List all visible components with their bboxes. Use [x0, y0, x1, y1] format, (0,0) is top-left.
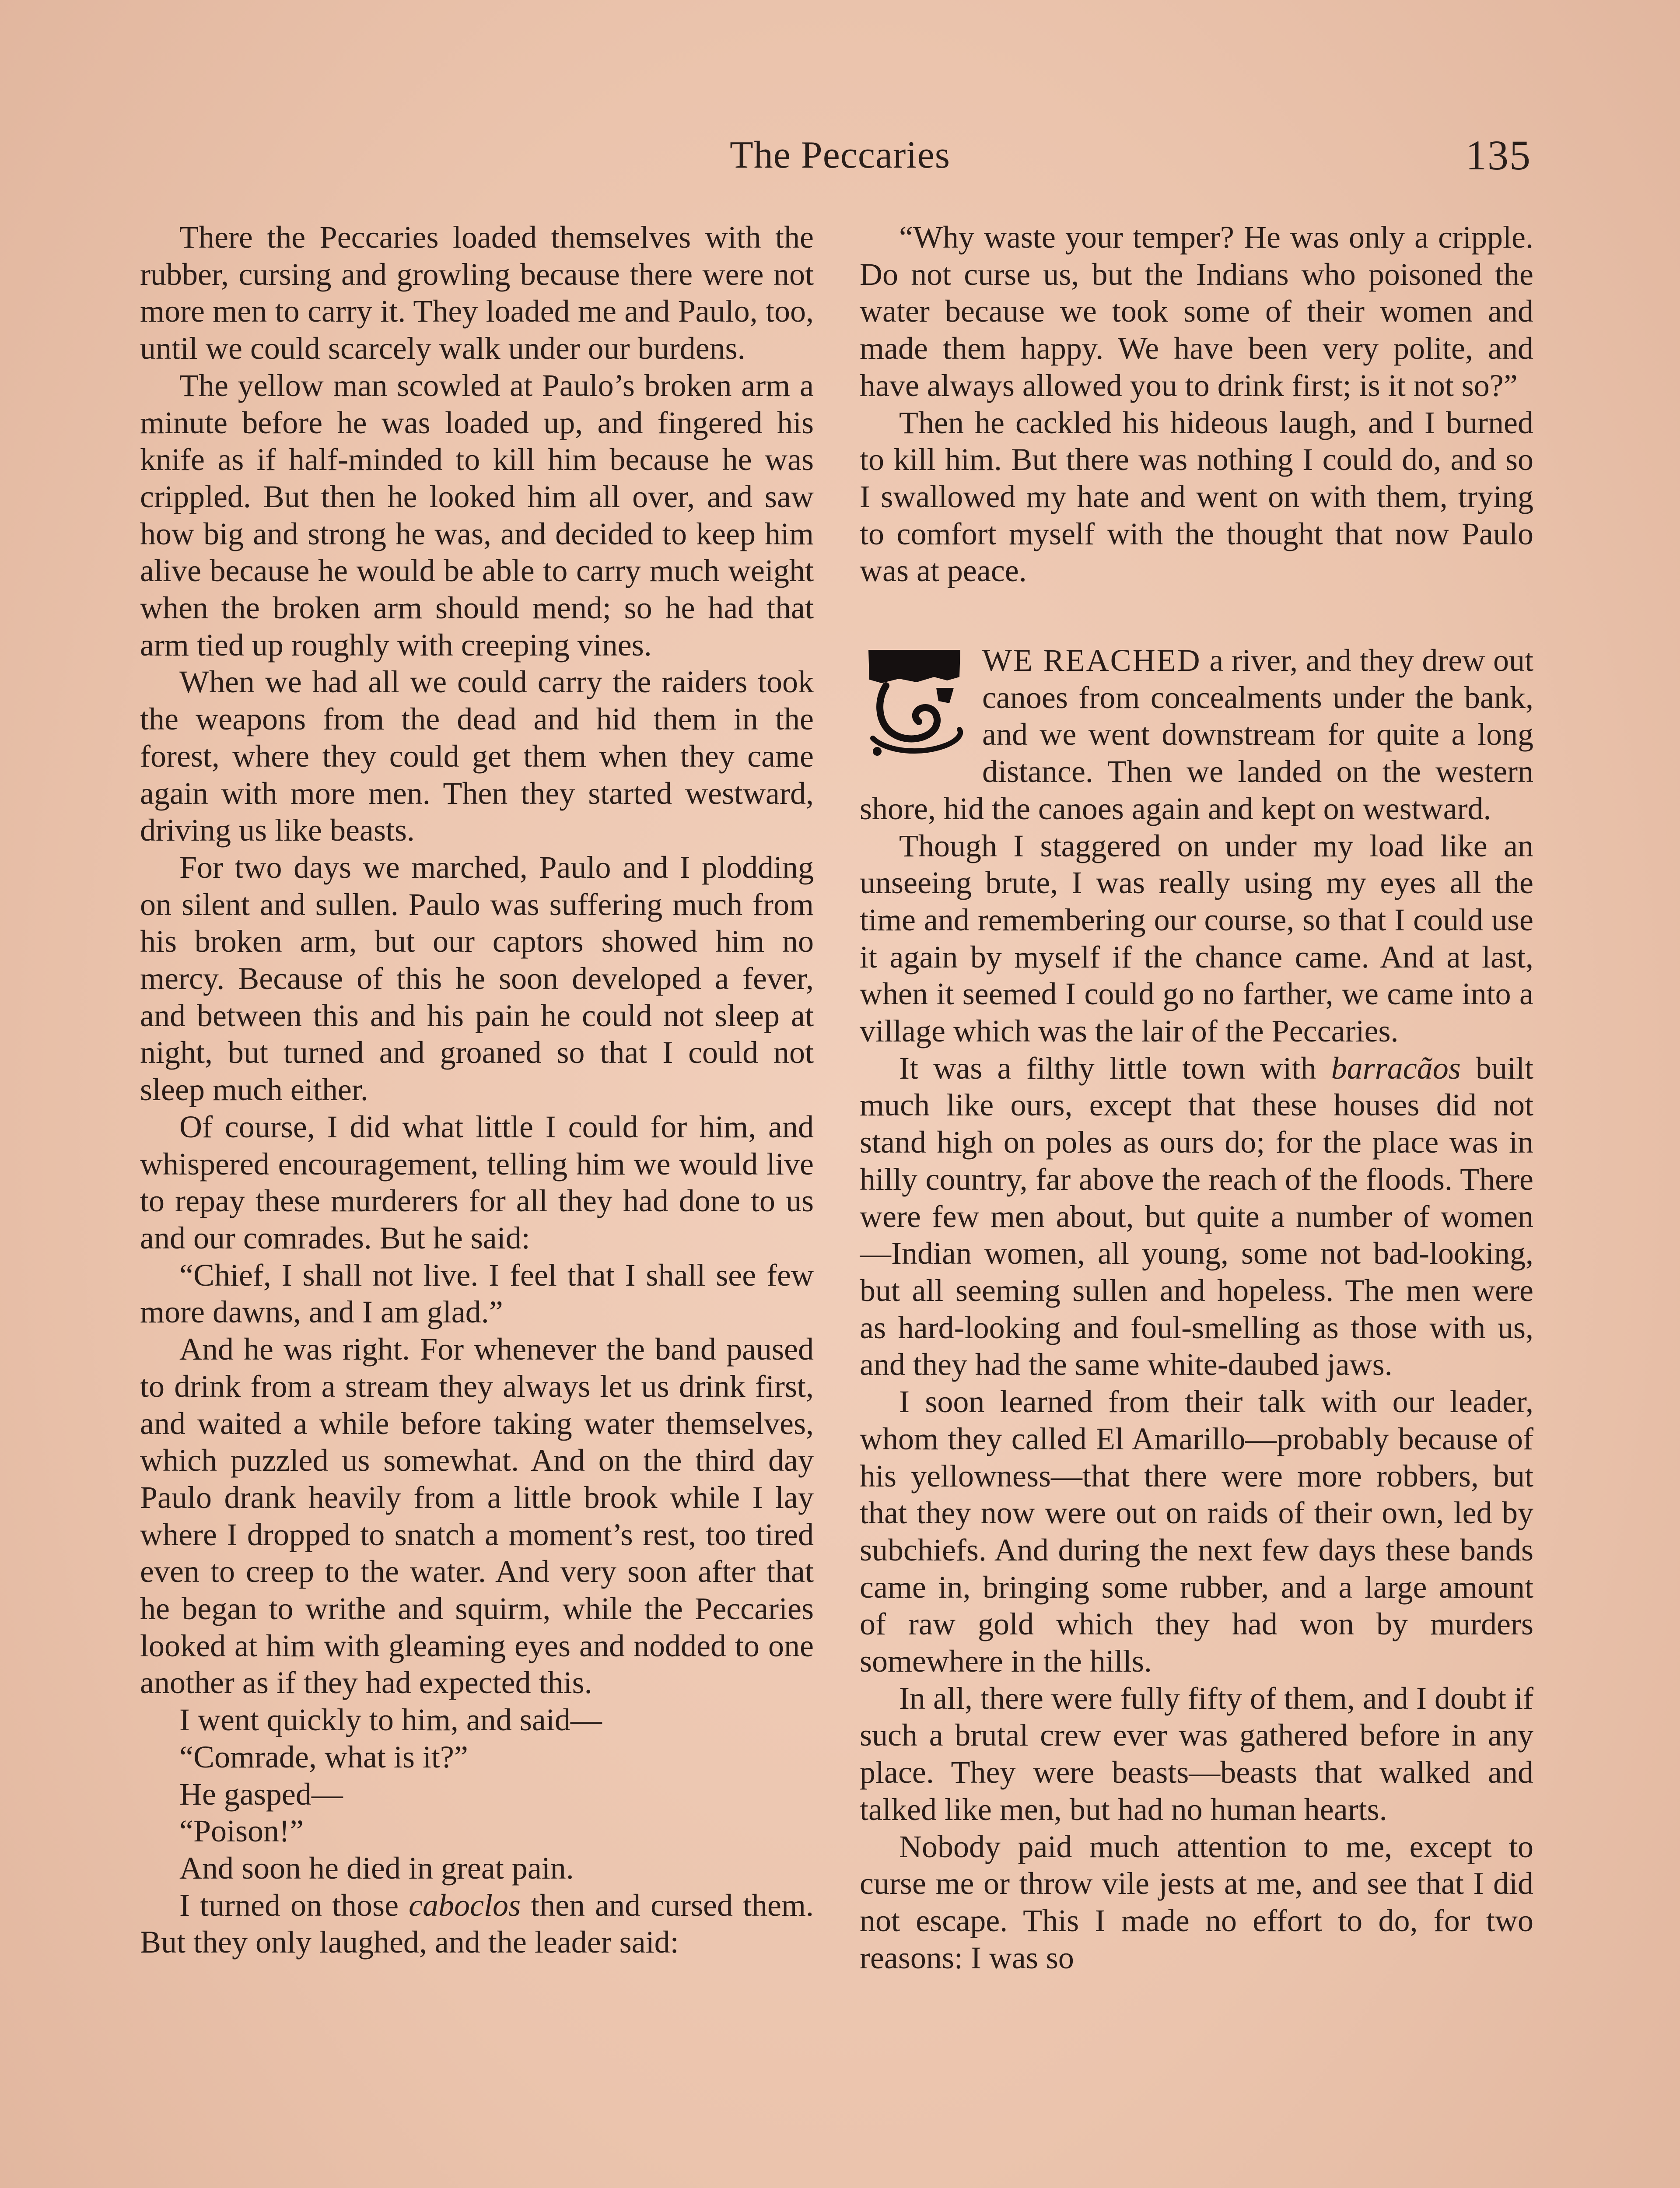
italic-word: caboclos: [409, 1887, 521, 1923]
paragraph: Then he cackled his hideous laugh, and I burned to kill him. But there was nothing I could do, and so I swallowed my hate and went on with them, trying to comfort myself with the thought that now Paulo was at peace.: [860, 405, 1533, 589]
paragraph: He gasped—: [179, 1776, 343, 1812]
paragraph: For two days we marched, Paulo and I plodding on silent and sullen. Paulo was suffering much from his broken arm, but our captors showed him no mercy. Because of this he soon developed a fever, and between this and his pain he could not sleep at night, but turned and groaned so that I could not sleep much either.: [140, 849, 814, 1108]
decorative-initial-icon: [860, 646, 969, 760]
paragraph: [140, 1887, 814, 1961]
page-number: 135: [1466, 132, 1531, 179]
italic-word: barracãos: [1331, 1050, 1461, 1086]
paragraph: Of course, I did what little I could for him, and whispered encouragement, telling him we would live to repay these murderers for all they had done to us and our comrades. But he said:: [140, 1109, 814, 1255]
paragraph: When we had all we could carry the raiders took the weapons from the dead and hid them in the forest, where they could get them when they came again with more men. Then they started westward, driving us like beasts.: [140, 664, 814, 848]
paragraph: Though I staggered on under my load like an unseeing brute, I was really using my eyes all the time and remembering our course, so that I could use it again by myself if the chance came. And at last, when it seemed I could go no farther, we came into a village which was the lair of the Peccaries.: [860, 828, 1533, 1049]
paragraph: There the Peccaries loaded themselves with the rubber, cursing and growling because there were not more men to carry it. They loaded me and Paulo, too, until we could scarcely walk under our burdens.: [140, 220, 814, 366]
paragraph: [860, 1050, 1533, 1383]
right-column: [860, 219, 1533, 2188]
section-lead-caps: WE REACHED: [982, 643, 1201, 678]
text-run: It was a filthy little town with: [899, 1050, 1331, 1086]
paragraph: “Chief, I shall not live. I feel that I shall see few more dawns, and I am glad.”: [140, 1257, 814, 1330]
text-run: I turned on those: [179, 1887, 409, 1923]
paragraph: In all, there were fully fifty of them, and I doubt if such a brutal crew ever was gathered before in any place. They were beasts—beasts that walked and talked like men, but had no human hearts.: [860, 1680, 1533, 1827]
paragraph: Nobody paid much attention to me, except to curse me or throw vile jests at me, and see that I did not escape. This I made no effort to do, for two reasons: I was so: [860, 1829, 1533, 1975]
text-run: a river, and they drew out canoes from concealments under the bank, and we went downstream for quite a long distance. Then we landed on the western shore, hid the canoes again and kept on westward.: [860, 643, 1533, 826]
section-opening-paragraph: [860, 642, 1533, 828]
text-run: then and cursed them. But they only laughed, and the leader said:: [140, 1887, 814, 1960]
paragraph: And soon he died in great pain.: [179, 1850, 574, 1886]
paragraph: I went quickly to him, and said—: [179, 1702, 602, 1738]
page-header: [131, 127, 1549, 184]
text-run: built much like ours, except that these houses did not stand high on poles as ours do; for the place was in hilly country, far above the reach of the floods. There were few men about, but quite a number of women—Indian women, all young, some not bad-looking, but all seeming sullen and hopeless. The men were as hard-looking and foul-smelling as those with us, and they had the same white-daubed jaws.: [860, 1050, 1533, 1382]
paragraph: “Comrade, what is it?”: [179, 1739, 468, 1774]
paragraph: “Poison!”: [179, 1813, 304, 1849]
left-column: [140, 219, 814, 2188]
paragraph: The yellow man scowled at Paulo’s broken arm a minute before he was loaded up, and fingered his knife as if half-minded to kill him because he was crippled. But then he looked him all over, and saw how big and strong he was, and decided to keep him alive because he would be able to carry much weight when the broken arm should mend; so he had that arm tied up roughly with creeping vines.: [140, 368, 814, 663]
paragraph: “Why waste your temper? He was only a cripple. Do not curse us, but the Indians who poisoned the water because we took some of their women and made them happy. We have been very polite, and have always allowed you to drink first; is it not so?”: [860, 220, 1533, 403]
paragraph: I soon learned from their talk with our leader, whom they called El Amarillo—probably because of his yellowness—that there were more robbers, but that they now were out on raids of their own, led by subchiefs. And during the next few days these bands came in, bringing some rubber, and a large amount of raw gold which they had won by murders somewhere in the hills.: [860, 1384, 1533, 1679]
running-title: The Peccaries: [729, 134, 951, 176]
paragraph: And he was right. For whenever the band paused to drink from a stream they always let us drink first, and waited a while before taking water themselves, which puzzled us somewhat. And on the third day Paulo drank heavily from a little brook while I lay where I dropped to snatch a moment’s rest, too tired even to creep to the water. And very soon after that he began to writhe and squirm, while the Peccaries looked at him with gleaming eyes and nodded to one another as if they had expected this.: [140, 1332, 814, 1701]
